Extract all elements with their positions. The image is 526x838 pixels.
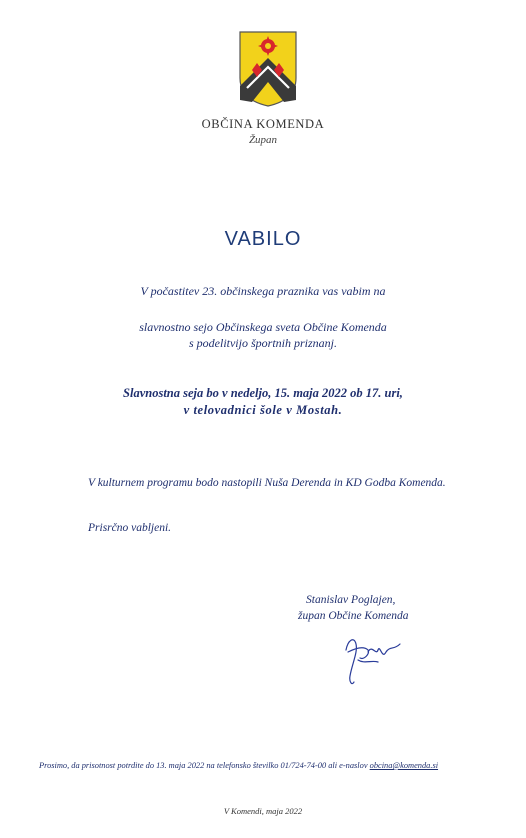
- organization-name: OBČINA KOMENDA: [201, 117, 325, 131]
- page-title: VABILO: [224, 228, 302, 250]
- paragraph-line: s podelitvijo športnih priznanj.: [188, 336, 337, 350]
- email-link[interactable]: obcina@komenda.si: [369, 761, 439, 770]
- event-line: v telovadnici šole v Mostah.: [183, 403, 343, 417]
- signatory-role: župan Občine Komenda: [298, 610, 409, 622]
- regards-text: Prisrčno vabljeni.: [88, 522, 172, 534]
- organization-role: Župan: [248, 134, 278, 146]
- signatory-name: Stanislav Poglajen,: [306, 594, 396, 606]
- coat-of-arms-icon: [238, 30, 298, 108]
- paragraph-line: slavnostno sejo Občinskega sveta Občine Komenda: [139, 320, 387, 334]
- place-date: V Komendi, maja 2022: [223, 806, 303, 816]
- confirmation-note: [39, 761, 438, 770]
- handwritten-signature-icon: [338, 630, 408, 690]
- culture-program-text: V kulturnem programu bodo nastopili Nuša Derenda in KD Godba Komenda.: [88, 477, 446, 489]
- confirmation-text: Prosimo, da prisotnost potrdite do 13. maja 2022 na telefonsko številko 01/724-74-00 ali e-naslov: [39, 761, 368, 770]
- event-line: Slavnostna seja bo v nedeljo, 15. maja 2022 ob 17. uri,: [123, 386, 403, 400]
- intro-text: V počastitev 23. občinskega praznika vas vabim na: [140, 284, 386, 298]
